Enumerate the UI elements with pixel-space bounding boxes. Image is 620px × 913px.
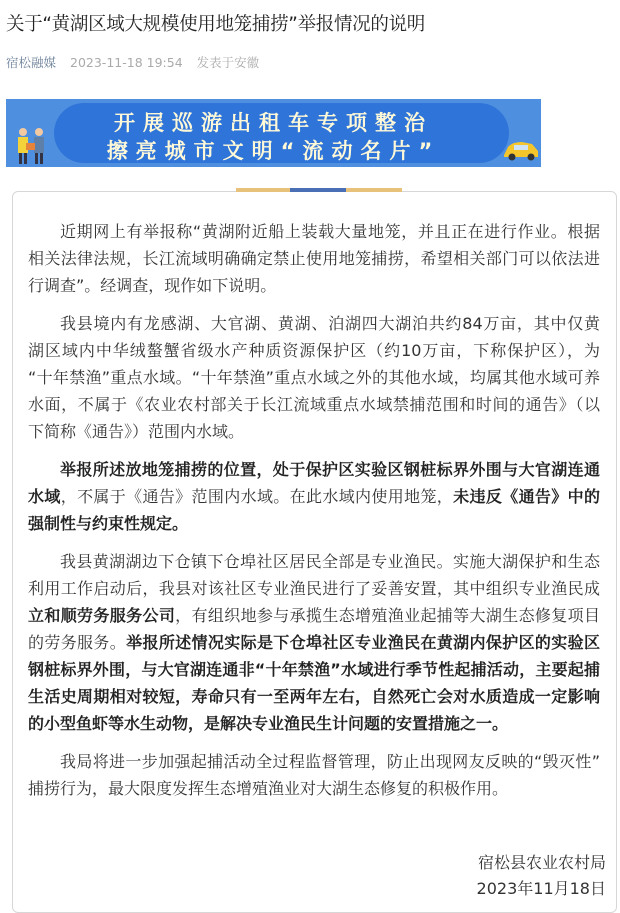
text-segment: 捕捞行为，最大限度发挥生态增殖渔业对大湖生态修复的积极作用。	[28, 779, 509, 798]
text-segment: 我局将进一步加强起捕活动全过程监督管理，防止出现网友反映的“毁灭性”	[60, 752, 600, 771]
text-line	[28, 418, 600, 445]
text-segment: 近期网上有举报称“黄湖附近船上装载大量地笼，并且正在进行作业。根据	[60, 222, 600, 241]
bold-text: 水域	[28, 487, 61, 506]
paragraph	[28, 548, 600, 737]
text-line	[28, 656, 600, 683]
text-line	[28, 602, 600, 629]
text-segment: 的劳务服务。	[28, 633, 127, 652]
bold-text: 举报所述放地笼捕捞的位置，处于保护区实验区钢桩标界外围与大官湖连通	[60, 460, 600, 479]
bold-text: 的小型鱼虾等水生动物，是解决专业渔民生计问题的安置措施之一。	[28, 714, 509, 733]
publish-time: 2023-11-18 19:54	[70, 55, 183, 70]
text-line	[28, 364, 600, 391]
text-line	[28, 245, 600, 272]
text-line	[28, 272, 600, 299]
paragraph	[28, 218, 600, 299]
bold-text: 举报所述情况实际是下仓埠社区专业渔民在黄湖内保护区的实验区	[126, 633, 600, 652]
signature-block	[477, 850, 606, 902]
text-segment: 行调查”。经调查，现作如下说明。	[28, 276, 277, 295]
text-line	[28, 548, 600, 575]
publish-location: 发表于安徽	[196, 55, 260, 70]
banner-line-2: 擦亮城市文明“流动名片”	[106, 139, 441, 163]
paragraph	[28, 748, 600, 802]
text-segment: 湖区域内中华绒螯蟹省级水产种质资源保护区（约10万亩，下称保护区），为	[28, 341, 600, 360]
text-line	[28, 218, 600, 245]
signature-date: 2023年11月18日	[476, 879, 606, 898]
document-body	[28, 218, 600, 813]
text-line	[28, 748, 600, 775]
source-link[interactable]: 宿松融媒	[6, 55, 57, 70]
bold-text: 未违反《通告》中的	[453, 487, 600, 506]
text-segment: ，不属于《通告》范围内水域。在此水域内使用地笼，	[60, 487, 454, 506]
text-line	[28, 337, 600, 364]
text-segment: 利用工作启动后，我县对该社区专业渔民进行了妥善安置，其中组织专业渔民成	[28, 579, 600, 598]
text-segment: 我县境内有龙感湖、大官湖、黄湖、泊湖四大湖泊共约84万亩，其中仅黄	[60, 314, 600, 333]
decor-bar-left	[236, 188, 290, 192]
text-line	[28, 456, 600, 483]
text-line	[28, 510, 600, 537]
text-line	[28, 629, 600, 656]
text-line	[28, 391, 600, 418]
text-line	[28, 310, 600, 337]
article-title: 关于“黄湖区域大规模使用地笼捕捞”举报情况的说明	[6, 14, 425, 35]
bold-text: 强制性与约束性规定。	[28, 514, 189, 533]
text-line	[28, 483, 600, 510]
decor-bar-right	[346, 188, 402, 192]
bold-text: 钢桩标界外围，与大官湖连通非“十年禁渔”水域进行季节性起捕活动，主要起捕	[28, 660, 600, 679]
text-segment: 相关法律法规，长江流域明确确定禁止使用地笼捕捞，希望相关部门可以依法进	[28, 249, 600, 268]
text-line	[28, 683, 600, 710]
article-meta	[6, 53, 259, 71]
promo-banner[interactable]	[6, 99, 541, 167]
paragraph	[28, 310, 600, 445]
text-segment: 水面，不属于《农业农村部关于长江流域重点水域禁捕范围和时间的通告》（以	[28, 395, 600, 414]
text-segment: ，有组织地参与承揽生态增殖渔业起捕等大湖生态修复项目	[175, 606, 600, 625]
text-segment: 我县黄湖湖边下仓镇下仓埠社区居民全部是专业渔民。实施大湖保护和生态	[60, 552, 600, 571]
text-segment: “十年禁渔”重点水域。“十年禁渔”重点水域之外的其他水域，均属其他水域可养	[28, 368, 600, 387]
bold-text: 生活史周期相对较短，寿命只有一至两年左右，自然死亡会对水质造成一定影响	[28, 687, 600, 706]
signature-org: 宿松县农业农村局	[477, 853, 606, 872]
text-segment: 下简称《通告》）范围内水域。	[28, 422, 245, 441]
paragraph	[28, 456, 600, 537]
text-line	[28, 710, 600, 737]
bold-text: 立和顺劳务服务公司	[28, 606, 176, 625]
banner-line-1: 开展巡游出租车专项整治	[114, 111, 433, 135]
text-line	[28, 775, 600, 802]
decor-bar-center	[290, 188, 346, 192]
text-line	[28, 575, 600, 602]
